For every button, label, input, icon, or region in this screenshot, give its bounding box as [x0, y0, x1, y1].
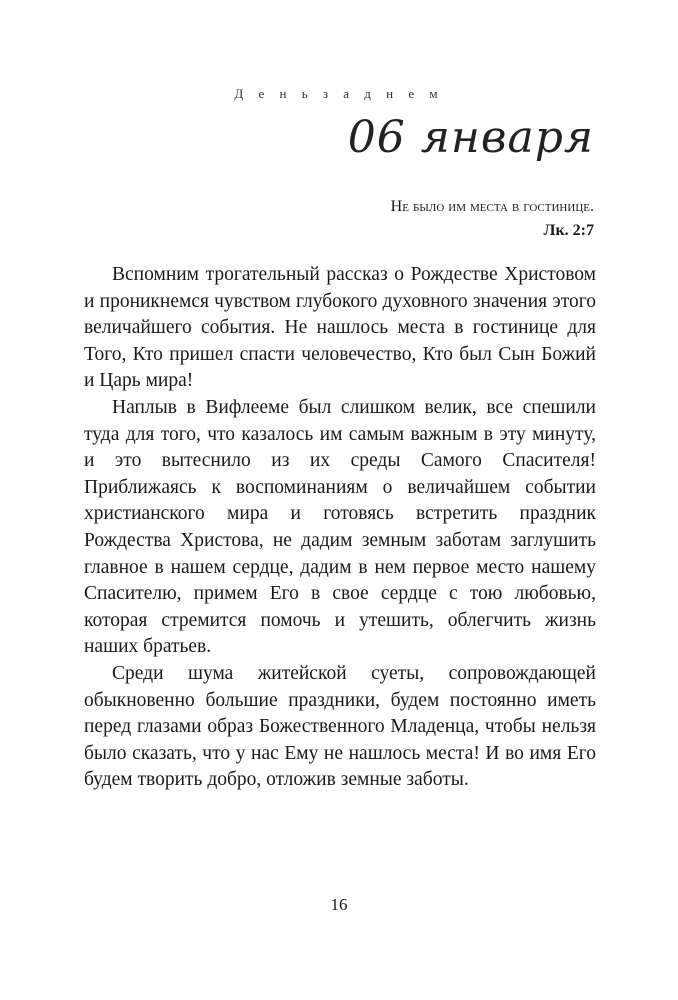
- paragraph: Среди шума житейской суеты, сопровождающей обыкновенно большие праздники, будем постоянно иметь перед глазами образ Божественного Младенца, чтобы нельзя было сказать, что у нас Ему не нашлось места! И во имя Его будем творить добро, отложив земные заботы.: [84, 662, 596, 791]
- epigraph-reference: Лк. 2:7: [543, 222, 594, 239]
- running-head: Д е н ь з а д н е м: [234, 86, 444, 101]
- date-title: 06 января: [347, 112, 594, 163]
- paragraph: Наплыв в Вифлееме был слишком велик, все спешили туда для того, что казалось им самым важным в эту минуту, и это вытеснило из их среды Самого Спасителя! Приближаясь к воспоминаниям о величайшем событии христианского мира и готовясь встретить праздник Рождества Христова, не дадим земным заботам заглушить главное в нашем сердце, дадим в нем первое место нашему Спасителю, примем Его в свое сердце с тою любовью, которая стремится помочь и утешить, облегчить жизнь наших братьев.: [84, 396, 596, 658]
- epigraph-text: Не было им места в гостинице.: [390, 198, 594, 215]
- paragraph: Вспомним трогательный рассказ о Рождестве Христовом и проникнемся чувством глубокого духовного значения этого величайшего события. Не нашлось места в гостинице для Того, Кто пришел спасти человечество, Кто был Сын Божий и Царь мира!: [84, 264, 596, 392]
- page-number: 16: [330, 895, 348, 914]
- epigraph: [391, 195, 594, 243]
- body-text: [84, 262, 596, 794]
